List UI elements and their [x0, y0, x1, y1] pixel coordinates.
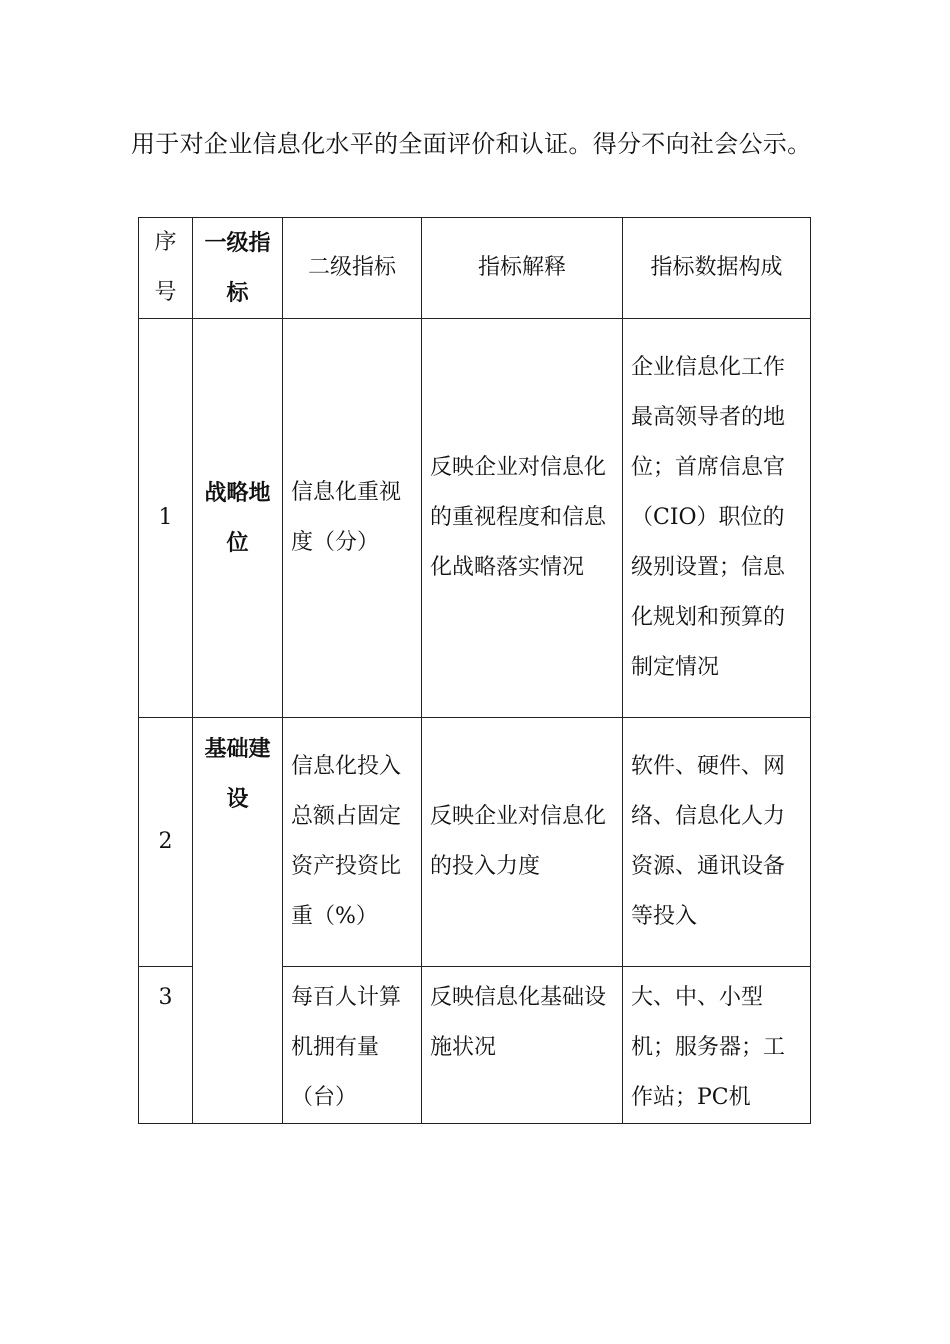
- row3-explanation: 反映信息化基础设施状况: [422, 967, 623, 1124]
- table-row: [139, 319, 811, 718]
- header-level1: 一级指标: [193, 218, 283, 319]
- table-row: [139, 718, 811, 967]
- row1-composition: 企业信息化工作最高领导者的地位；首席信息官（CIO）职位的级别设置；信息化规划和预算的制定情况: [623, 319, 811, 718]
- row1-no: 1: [139, 319, 193, 718]
- header-level2: 二级指标: [283, 218, 422, 319]
- row2-composition: 软件、硬件、网络、信息化人力资源、通讯设备等投入: [623, 718, 811, 967]
- row2-no: 2: [139, 718, 193, 967]
- row3-level2: 每百人计算机拥有量（台）: [283, 967, 422, 1124]
- row2-level1: 基础建设: [193, 718, 283, 1124]
- intro-paragraph: 用于对企业信息化水平的全面评价和认证。得分不向社会公示。: [131, 130, 812, 158]
- header-explanation: 指标解释: [422, 218, 623, 319]
- header-no: 序号: [139, 218, 193, 319]
- row3-no: 3: [139, 967, 193, 1124]
- row3-composition: 大、中、小型机；服务器；工作站；PC机: [623, 967, 811, 1124]
- row1-level1: 战略地位: [193, 319, 283, 718]
- row1-explanation: 反映企业对信息化的重视程度和信息化战略落实情况: [422, 319, 623, 718]
- row1-level2: 信息化重视度（分）: [283, 319, 422, 718]
- header-composition: 指标数据构成: [623, 218, 811, 319]
- table-header-row: [139, 218, 811, 319]
- row2-explanation: 反映企业对信息化的投入力度: [422, 718, 623, 967]
- row2-level2: 信息化投入总额占固定资产投资比重（%）: [283, 718, 422, 967]
- indicator-table: [138, 217, 811, 1124]
